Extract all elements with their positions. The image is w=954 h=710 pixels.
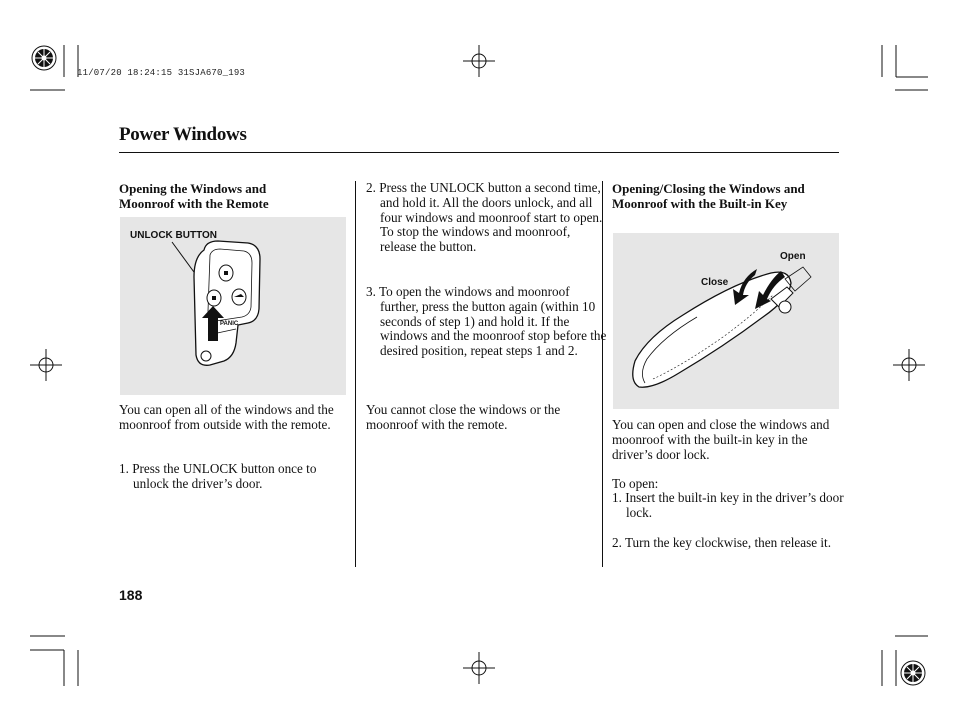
page-number: 188: [119, 587, 143, 603]
key-step-2: 2. Turn the key clockwise, then release it.: [612, 535, 832, 550]
remote-intro-paragraph: You can open all of the windows and the moonroof from outside with the remote.: [119, 402, 334, 432]
remote-cannot-close-note: You cannot close the windows or the moonroof with the remote.: [366, 402, 561, 432]
remote-figure: [120, 217, 346, 395]
section-heading-built-in-key: Opening/Closing the Windows and Moonroof with the Built-in Key: [612, 181, 805, 211]
section-heading-remote: Opening the Windows and Moonroof with the Remote: [119, 181, 269, 211]
key-step-1: 1. Insert the built-in key in the driver’s door lock.: [612, 490, 844, 520]
title-rule: [119, 152, 839, 153]
remote-step-2: 2. Press the UNLOCK button a second time, and hold it. All the doors unlock, and all four windows and moonroof start to open. To stop the windows and moonroof, release the button.: [366, 180, 603, 255]
registration-target-bottom-right: [901, 661, 925, 685]
column-divider-1: [355, 181, 356, 567]
built-in-key-paragraph: You can open and close the windows and moonroof with the built-in key in the driver’s door lock.: [612, 417, 830, 462]
open-label: Open: [780, 251, 806, 262]
to-open-label: To open:: [612, 476, 659, 491]
unlock-button-label: UNLOCK BUTTON: [130, 230, 218, 241]
print-stamp: 11/07/20 18:24:15 31SJA670_193: [77, 68, 246, 78]
close-label: Close: [701, 277, 729, 288]
remote-step-1: 1. Press the UNLOCK button once to unlock the driver’s door.: [119, 461, 317, 491]
registration-target-top-left: [32, 46, 56, 70]
panic-button-text: PANIC: [220, 321, 239, 327]
page-title: Power Windows: [119, 124, 247, 145]
remote-step-3: 3. To open the windows and moonroof further, press the button again (within 10 seconds of step 1) and hold it. If the windows and the moonroof stop before the desired position, repeat steps 1 and 2.: [366, 284, 607, 359]
door-handle-figure: [613, 233, 839, 409]
remote-illustration: [120, 217, 346, 395]
